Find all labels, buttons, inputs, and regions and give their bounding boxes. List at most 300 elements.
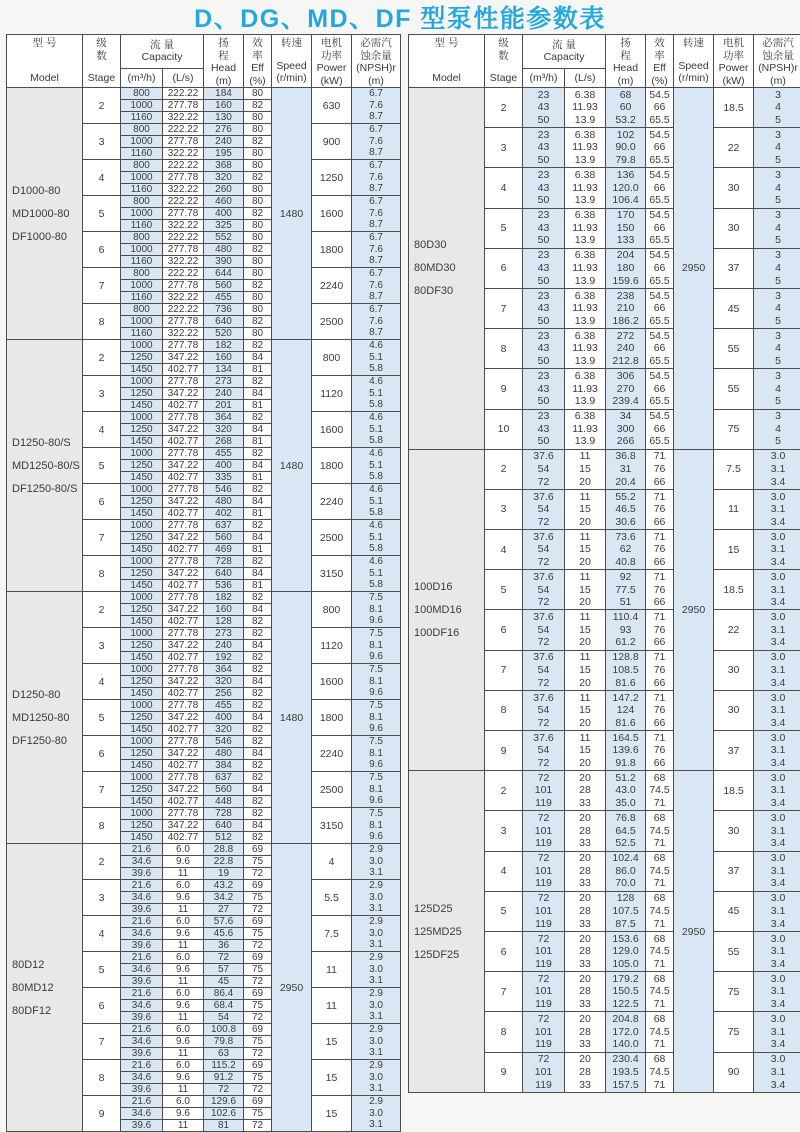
head-cell: 57.6 — [204, 916, 244, 928]
capacity-ls-cell: 322.22 — [163, 184, 204, 196]
head-cell: 160 — [204, 352, 244, 364]
model-cell — [409, 88, 485, 450]
eff-cell: 69 — [244, 952, 272, 964]
capacity-ls-cell: 347.22 — [163, 460, 204, 472]
head-cell: 384 — [204, 760, 244, 772]
eff-cell: 80 — [244, 304, 272, 316]
stage-cell: 3 — [485, 489, 523, 529]
stage-cell: 8 — [485, 690, 523, 730]
capacity-m3h-cell: 1160 — [121, 256, 163, 268]
eff-cell: 82 — [244, 688, 272, 700]
head-cell: 153.6 129.0 105.0 — [606, 931, 646, 971]
capacity-ls-cell: 222.22 — [163, 88, 204, 100]
capacity-ls-cell: 11 15 20 — [565, 449, 606, 489]
model-cell — [7, 88, 83, 340]
capacity-ls-cell: 6.38 11.93 13.9 — [565, 369, 606, 409]
data-subrow — [7, 844, 401, 856]
capacity-ls-cell: 277.78 — [163, 448, 204, 460]
head-cell: 179.2 150.5 122.5 — [606, 972, 646, 1012]
eff-cell: 54.5 66 65.5 — [646, 208, 674, 248]
capacity-ls-cell: 6.0 — [163, 1060, 204, 1072]
speed-cell: 1480 — [272, 88, 312, 340]
capacity-m3h-cell: 1250 — [121, 640, 163, 652]
capacity-ls-cell: 347.22 — [163, 604, 204, 616]
eff-cell: 71 76 66 — [646, 449, 674, 489]
capacity-m3h-cell: 72 101 119 — [523, 771, 565, 811]
npsh-cell: 3.0 3.1 3.4 — [754, 771, 800, 811]
head-cell: 230.4 193.5 157.5 — [606, 1052, 646, 1093]
head-cell: 34 300 266 — [606, 409, 646, 449]
capacity-m3h-cell: 21.6 — [121, 1024, 163, 1036]
stage-cell: 2 — [83, 844, 121, 880]
eff-cell: 72 — [244, 904, 272, 916]
header-capacity-m3h: (m³/h) — [121, 68, 163, 87]
head-cell: 364 — [204, 412, 244, 424]
head-cell: 240 — [204, 388, 244, 400]
head-cell: 469 — [204, 544, 244, 556]
eff-cell: 69 — [244, 1060, 272, 1072]
capacity-m3h-cell: 34.6 — [121, 1072, 163, 1084]
stage-cell: 7 — [485, 972, 523, 1012]
stage-cell: 5 — [83, 448, 121, 484]
capacity-m3h-cell: 34.6 — [121, 1036, 163, 1048]
stage-cell: 6 — [485, 931, 523, 971]
head-cell: 455 — [204, 292, 244, 304]
head-cell: 560 — [204, 784, 244, 796]
power-cell: 55 — [714, 329, 754, 369]
stage-cell: 3 — [83, 628, 121, 664]
eff-cell: 54.5 66 65.5 — [646, 329, 674, 369]
eff-cell: 75 — [244, 1108, 272, 1120]
power-cell: 7.5 — [714, 449, 754, 489]
capacity-ls-cell: 277.78 — [163, 280, 204, 292]
model-name: 100DF16 — [414, 626, 460, 639]
data-row — [409, 88, 800, 128]
capacity-m3h-cell: 39.6 — [121, 904, 163, 916]
capacity-ls-cell: 9.6 — [163, 1036, 204, 1048]
capacity-ls-cell: 322.22 — [163, 328, 204, 340]
eff-cell: 71 76 66 — [646, 690, 674, 730]
power-cell: 1120 — [312, 628, 352, 664]
capacity-m3h-cell: 1000 — [121, 208, 163, 220]
header-model: 型 号 Model — [7, 35, 83, 88]
head-cell: 136 120.0 106.4 — [606, 168, 646, 208]
capacity-m3h-cell: 39.6 — [121, 940, 163, 952]
head-cell: 273 — [204, 376, 244, 388]
npsh-cell: 6.7 7.6 8.7 — [352, 268, 401, 304]
npsh-cell: 3 4 5 — [754, 128, 800, 168]
stage-cell: 8 — [83, 808, 121, 844]
capacity-ls-cell: 11 15 20 — [565, 489, 606, 529]
eff-cell: 81 — [244, 508, 272, 520]
head-cell: 480 — [204, 244, 244, 256]
head-cell: 546 — [204, 736, 244, 748]
head-cell: 637 — [204, 772, 244, 784]
head-cell: 128 — [204, 616, 244, 628]
table-header — [409, 35, 800, 88]
capacity-ls-cell: 222.22 — [163, 232, 204, 244]
head-cell: 400 — [204, 208, 244, 220]
capacity-m3h-cell: 34.6 — [121, 856, 163, 868]
model-cell — [7, 592, 83, 844]
capacity-m3h-cell: 23 43 50 — [523, 208, 565, 248]
capacity-m3h-cell: 34.6 — [121, 1000, 163, 1012]
capacity-ls-cell: 402.77 — [163, 544, 204, 556]
capacity-ls-cell: 20 28 33 — [565, 771, 606, 811]
speed-cell: 2950 — [674, 88, 714, 450]
head-cell: 128 107.5 87.5 — [606, 891, 646, 931]
header-npsh: 必需汽 蚀余量 (NPSH)r (m) — [754, 35, 800, 88]
head-cell: 400 — [204, 712, 244, 724]
capacity-ls-cell: 402.77 — [163, 832, 204, 844]
capacity-ls-cell: 11 — [163, 1012, 204, 1024]
head-cell: 455 — [204, 700, 244, 712]
npsh-cell: 3.0 3.1 3.4 — [754, 570, 800, 610]
npsh-cell: 4.6 5.1 5.8 — [352, 448, 401, 484]
capacity-ls-cell: 6.38 11.93 13.9 — [565, 88, 606, 128]
capacity-m3h-cell: 37.6 54 72 — [523, 610, 565, 650]
head-cell: 73.6 62 40.8 — [606, 530, 646, 570]
capacity-ls-cell: 11 — [163, 976, 204, 988]
npsh-cell: 4.6 5.1 5.8 — [352, 520, 401, 556]
eff-cell: 75 — [244, 892, 272, 904]
capacity-ls-cell: 402.77 — [163, 616, 204, 628]
eff-cell: 82 — [244, 520, 272, 532]
model-cell — [409, 449, 485, 771]
eff-cell: 84 — [244, 820, 272, 832]
model-name: DF1000-80 — [12, 230, 68, 243]
eff-cell: 82 — [244, 760, 272, 772]
header-stage: 级 数 Stage — [485, 35, 523, 88]
npsh-cell: 4.6 5.1 5.8 — [352, 412, 401, 448]
capacity-m3h-cell: 1250 — [121, 496, 163, 508]
stage-cell: 9 — [485, 731, 523, 771]
capacity-ls-cell: 277.78 — [163, 736, 204, 748]
capacity-ls-cell: 402.77 — [163, 760, 204, 772]
capacity-ls-cell: 402.77 — [163, 400, 204, 412]
capacity-m3h-cell: 1250 — [121, 424, 163, 436]
eff-cell: 69 — [244, 916, 272, 928]
eff-cell: 84 — [244, 748, 272, 760]
head-cell: 320 — [204, 724, 244, 736]
capacity-ls-cell: 347.22 — [163, 640, 204, 652]
eff-cell: 82 — [244, 772, 272, 784]
head-cell: 273 — [204, 628, 244, 640]
capacity-m3h-cell: 21.6 — [121, 988, 163, 1000]
capacity-m3h-cell: 1450 — [121, 400, 163, 412]
power-cell: 2500 — [312, 520, 352, 556]
head-cell: 160 — [204, 100, 244, 112]
capacity-ls-cell: 11 15 20 — [565, 610, 606, 650]
power-cell: 22 — [714, 128, 754, 168]
stage-cell: 6 — [485, 248, 523, 288]
head-cell: 182 — [204, 340, 244, 352]
capacity-ls-cell: 222.22 — [163, 196, 204, 208]
header-capacity-m3h: (m³/h) — [523, 68, 565, 87]
capacity-ls-cell: 11 — [163, 940, 204, 952]
data-row — [409, 449, 800, 489]
head-cell: 43.2 — [204, 880, 244, 892]
capacity-m3h-cell: 1450 — [121, 472, 163, 484]
eff-cell: 82 — [244, 448, 272, 460]
model-name: 125DF25 — [414, 948, 460, 961]
tables-container — [0, 34, 800, 1132]
stage-cell: 2 — [83, 592, 121, 628]
power-cell: 11 — [714, 489, 754, 529]
model-name: 80D30 — [414, 239, 447, 252]
power-cell: 90 — [714, 1052, 754, 1093]
eff-cell: 72 — [244, 1084, 272, 1096]
eff-cell: 82 — [244, 100, 272, 112]
capacity-m3h-cell: 1000 — [121, 772, 163, 784]
npsh-cell: 6.7 7.6 8.7 — [352, 196, 401, 232]
eff-cell: 81 — [244, 580, 272, 592]
capacity-ls-cell: 322.22 — [163, 292, 204, 304]
capacity-m3h-cell: 1000 — [121, 136, 163, 148]
model-cell — [409, 771, 485, 1093]
eff-cell: 82 — [244, 280, 272, 292]
head-cell: 54 — [204, 1012, 244, 1024]
head-cell: 560 — [204, 280, 244, 292]
power-cell: 3150 — [312, 808, 352, 844]
header-capacity-ls: (L/s) — [163, 68, 204, 87]
npsh-cell: 3 4 5 — [754, 329, 800, 369]
npsh-cell: 2.9 3.0 3.1 — [352, 1024, 401, 1060]
model-name: 125MD25 — [414, 925, 462, 938]
capacity-ls-cell: 402.77 — [163, 364, 204, 376]
capacity-ls-cell: 277.78 — [163, 520, 204, 532]
capacity-ls-cell: 6.0 — [163, 952, 204, 964]
npsh-cell: 3.0 3.1 3.4 — [754, 650, 800, 690]
eff-cell: 81 — [244, 472, 272, 484]
capacity-ls-cell: 402.77 — [163, 508, 204, 520]
capacity-ls-cell: 277.78 — [163, 664, 204, 676]
head-cell: 640 — [204, 316, 244, 328]
head-cell: 400 — [204, 460, 244, 472]
eff-cell: 68 74.5 71 — [646, 851, 674, 891]
head-cell: 480 — [204, 748, 244, 760]
eff-cell: 68 74.5 71 — [646, 972, 674, 1012]
eff-cell: 72 — [244, 940, 272, 952]
capacity-m3h-cell: 39.6 — [121, 976, 163, 988]
capacity-ls-cell: 402.77 — [163, 796, 204, 808]
capacity-m3h-cell: 800 — [121, 88, 163, 100]
stage-cell: 7 — [83, 772, 121, 808]
eff-cell: 82 — [244, 628, 272, 640]
eff-cell: 54.5 66 65.5 — [646, 288, 674, 328]
capacity-ls-cell: 347.22 — [163, 748, 204, 760]
capacity-ls-cell: 347.22 — [163, 820, 204, 832]
capacity-ls-cell: 277.78 — [163, 628, 204, 640]
eff-cell: 71 76 66 — [646, 489, 674, 529]
capacity-ls-cell: 277.78 — [163, 700, 204, 712]
head-cell: 238 210 186.2 — [606, 288, 646, 328]
eff-cell: 68 74.5 71 — [646, 771, 674, 811]
stage-cell: 3 — [485, 811, 523, 851]
npsh-cell: 4.6 5.1 5.8 — [352, 340, 401, 376]
capacity-m3h-cell: 1250 — [121, 460, 163, 472]
capacity-m3h-cell: 34.6 — [121, 1108, 163, 1120]
capacity-m3h-cell: 1000 — [121, 736, 163, 748]
data-subrow — [7, 592, 401, 604]
eff-cell: 84 — [244, 424, 272, 436]
model-cell — [7, 340, 83, 592]
capacity-m3h-cell: 1000 — [121, 340, 163, 352]
header-capacity-ls: (L/s) — [565, 68, 606, 87]
power-cell: 37 — [714, 851, 754, 891]
model-name: 100D16 — [414, 580, 453, 593]
power-cell: 1600 — [312, 412, 352, 448]
capacity-m3h-cell: 23 43 50 — [523, 288, 565, 328]
eff-cell: 82 — [244, 208, 272, 220]
head-cell: 55.2 46.5 30.6 — [606, 489, 646, 529]
capacity-ls-cell: 277.78 — [163, 136, 204, 148]
power-cell: 1800 — [312, 232, 352, 268]
capacity-ls-cell: 11 15 20 — [565, 650, 606, 690]
npsh-cell: 3 4 5 — [754, 208, 800, 248]
head-cell: 512 — [204, 832, 244, 844]
capacity-ls-cell: 222.22 — [163, 160, 204, 172]
power-cell: 900 — [312, 124, 352, 160]
eff-cell: 80 — [244, 292, 272, 304]
eff-cell: 82 — [244, 616, 272, 628]
eff-cell: 72 — [244, 1120, 272, 1132]
capacity-m3h-cell: 1000 — [121, 172, 163, 184]
stage-cell: 5 — [485, 891, 523, 931]
model-name: 80MD30 — [414, 262, 456, 275]
capacity-m3h-cell: 23 43 50 — [523, 168, 565, 208]
eff-cell: 68 74.5 71 — [646, 1052, 674, 1093]
eff-cell: 82 — [244, 556, 272, 568]
head-cell: 36 — [204, 940, 244, 952]
eff-cell: 82 — [244, 724, 272, 736]
eff-cell: 69 — [244, 844, 272, 856]
head-cell: 79.8 — [204, 1036, 244, 1048]
capacity-ls-cell: 11 — [163, 868, 204, 880]
head-cell: 164.5 139.6 91.8 — [606, 731, 646, 771]
capacity-m3h-cell: 1250 — [121, 784, 163, 796]
head-cell: 204 180 159.6 — [606, 248, 646, 288]
power-cell: 15 — [312, 1096, 352, 1132]
eff-cell: 81 — [244, 544, 272, 556]
capacity-m3h-cell: 72 101 119 — [523, 972, 565, 1012]
model-name: 80MD12 — [12, 981, 54, 994]
eff-cell: 84 — [244, 784, 272, 796]
capacity-m3h-cell: 21.6 — [121, 1060, 163, 1072]
npsh-cell: 2.9 3.0 3.1 — [352, 988, 401, 1024]
capacity-ls-cell: 347.22 — [163, 568, 204, 580]
capacity-ls-cell: 9.6 — [163, 856, 204, 868]
head-cell: 102 90.0 79.8 — [606, 128, 646, 168]
power-cell: 15 — [312, 1024, 352, 1060]
npsh-cell: 2.9 3.0 3.1 — [352, 844, 401, 880]
capacity-m3h-cell: 1000 — [121, 556, 163, 568]
head-cell: 736 — [204, 304, 244, 316]
eff-cell: 82 — [244, 172, 272, 184]
eff-cell: 69 — [244, 1096, 272, 1108]
head-cell: 182 — [204, 592, 244, 604]
speed-cell: 1480 — [272, 592, 312, 844]
capacity-ls-cell: 277.78 — [163, 412, 204, 424]
eff-cell: 68 74.5 71 — [646, 891, 674, 931]
capacity-m3h-cell: 1250 — [121, 748, 163, 760]
npsh-cell: 3.0 3.1 3.4 — [754, 891, 800, 931]
capacity-m3h-cell: 37.6 54 72 — [523, 570, 565, 610]
npsh-cell: 6.7 7.6 8.7 — [352, 124, 401, 160]
capacity-m3h-cell: 1250 — [121, 568, 163, 580]
head-cell: 128.8 108.5 81.6 — [606, 650, 646, 690]
capacity-m3h-cell: 72 101 119 — [523, 851, 565, 891]
head-cell: 45 — [204, 976, 244, 988]
eff-cell: 71 76 66 — [646, 650, 674, 690]
capacity-m3h-cell: 1250 — [121, 388, 163, 400]
head-cell: 268 — [204, 436, 244, 448]
model-name: 125D25 — [414, 902, 453, 915]
power-cell: 800 — [312, 340, 352, 376]
capacity-m3h-cell: 21.6 — [121, 1096, 163, 1108]
capacity-ls-cell: 402.77 — [163, 724, 204, 736]
capacity-ls-cell: 6.0 — [163, 880, 204, 892]
npsh-cell: 2.9 3.0 3.1 — [352, 1096, 401, 1132]
head-cell: 63 — [204, 1048, 244, 1060]
stage-cell: 4 — [485, 530, 523, 570]
eff-cell: 75 — [244, 1072, 272, 1084]
capacity-ls-cell: 6.38 11.93 13.9 — [565, 248, 606, 288]
head-cell: 45.6 — [204, 928, 244, 940]
capacity-m3h-cell: 1000 — [121, 376, 163, 388]
npsh-cell: 7.5 8.1 9.6 — [352, 736, 401, 772]
stage-cell: 7 — [485, 650, 523, 690]
npsh-cell: 4.6 5.1 5.8 — [352, 376, 401, 412]
capacity-ls-cell: 20 28 33 — [565, 1052, 606, 1093]
power-cell: 30 — [714, 650, 754, 690]
capacity-ls-cell: 11 — [163, 1120, 204, 1132]
stage-cell: 5 — [485, 208, 523, 248]
power-cell: 2240 — [312, 736, 352, 772]
capacity-m3h-cell: 1000 — [121, 808, 163, 820]
capacity-m3h-cell: 1000 — [121, 520, 163, 532]
stage-cell: 7 — [485, 288, 523, 328]
eff-cell: 84 — [244, 712, 272, 724]
model-name: 80D12 — [12, 958, 45, 971]
head-cell: 448 — [204, 796, 244, 808]
head-cell: 22.8 — [204, 856, 244, 868]
npsh-cell: 3.0 3.1 3.4 — [754, 610, 800, 650]
head-cell: 72 — [204, 1084, 244, 1096]
table-body — [409, 88, 800, 1093]
npsh-cell: 2.9 3.0 3.1 — [352, 880, 401, 916]
power-cell: 15 — [312, 1060, 352, 1096]
eff-cell: 75 — [244, 964, 272, 976]
header-head: 扬 程 Head (m) — [606, 35, 646, 88]
stage-cell: 4 — [83, 664, 121, 700]
stage-cell: 5 — [485, 570, 523, 610]
stage-cell: 4 — [83, 412, 121, 448]
speed-cell: 2950 — [272, 844, 312, 1132]
capacity-m3h-cell: 800 — [121, 232, 163, 244]
npsh-cell: 3 4 5 — [754, 409, 800, 449]
capacity-ls-cell: 347.22 — [163, 424, 204, 436]
npsh-cell: 3.0 3.1 3.4 — [754, 530, 800, 570]
capacity-ls-cell: 277.78 — [163, 244, 204, 256]
eff-cell: 80 — [244, 196, 272, 208]
power-cell: 11 — [312, 952, 352, 988]
npsh-cell: 3.0 3.1 3.4 — [754, 1012, 800, 1052]
stage-cell: 2 — [485, 771, 523, 811]
head-cell: 546 — [204, 484, 244, 496]
capacity-m3h-cell: 23 43 50 — [523, 329, 565, 369]
capacity-ls-cell: 322.22 — [163, 112, 204, 124]
